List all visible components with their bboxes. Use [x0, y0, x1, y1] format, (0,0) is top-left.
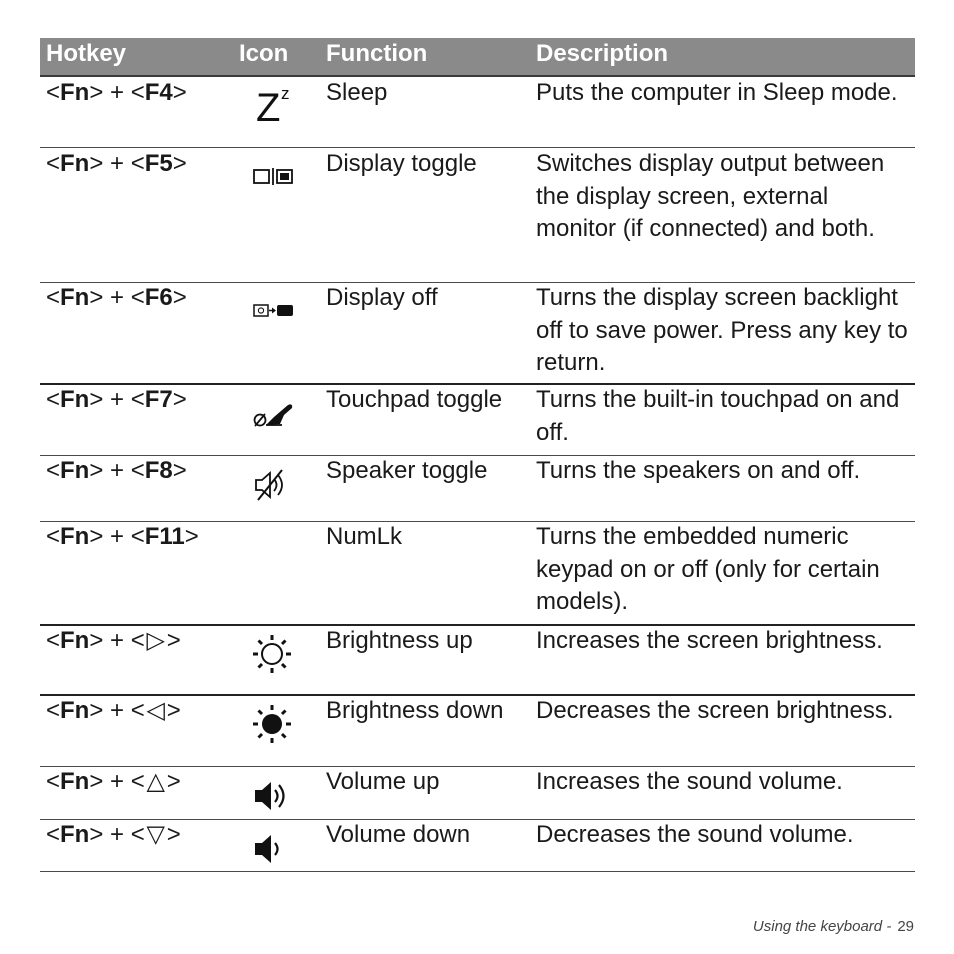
description-cell: Switches display output between the display screen, external monitor (if connected) and both. [536, 150, 885, 242]
function-cell: Brightness up [326, 627, 473, 654]
touchpad-toggle-icon [252, 391, 298, 437]
display-toggle-icon [252, 156, 298, 202]
function-cell: Volume down [326, 821, 471, 848]
description-cell: Decreases the sound volume. [536, 821, 854, 848]
function-cell: Volume up [326, 768, 440, 795]
header-icon: Icon [239, 40, 289, 67]
function-cell: Sleep [326, 79, 388, 106]
table-row [40, 385, 915, 456]
page-number: 29 [897, 918, 914, 935]
table-row [40, 283, 915, 385]
description-cell: Decreases the screen brightness. [536, 697, 894, 724]
table-row [40, 696, 915, 767]
display-off-icon [252, 287, 298, 333]
description-cell: Turns the built-in touchpad on and off. [536, 386, 900, 446]
table-row [40, 456, 915, 522]
svg-text:Z: Z [256, 86, 281, 130]
table-row [40, 148, 915, 283]
volume-up-icon [252, 773, 298, 819]
table-header [40, 38, 915, 77]
function-cell: Touchpad toggle [326, 386, 503, 413]
brightness-up-icon [252, 632, 298, 678]
hotkey-cell: <Fn> + <▽> [46, 821, 181, 848]
hotkey-cell: <Fn> + <△> [46, 768, 181, 795]
table-row [40, 767, 915, 820]
description-cell: Increases the screen brightness. [536, 627, 883, 654]
speaker-mute-icon [252, 462, 298, 508]
svg-text:z: z [281, 84, 290, 103]
hotkey-cell: <Fn> + <F11> [46, 523, 199, 550]
hotkey-cell: <Fn> + <F7> [46, 386, 187, 413]
footer-text: Using the keyboard - [752, 918, 892, 935]
table-row [40, 820, 915, 872]
hotkey-cell: <Fn> + <▷> [46, 627, 181, 654]
sleep-icon [252, 81, 298, 130]
table-row [40, 626, 915, 696]
hotkey-cell: <Fn> + <F4> [46, 79, 187, 106]
hotkey-cell: <Fn> + <◁> [46, 697, 181, 724]
hotkey-cell: <Fn> + <F6> [46, 284, 187, 311]
function-cell: Speaker toggle [326, 457, 488, 484]
function-cell: NumLk [326, 523, 403, 550]
hotkey-cell: <Fn> + <F5> [46, 150, 187, 177]
function-cell: Display off [326, 284, 438, 311]
table-row [40, 522, 915, 626]
description-cell: Puts the computer in Sleep mode. [536, 79, 898, 106]
volume-down-icon [252, 826, 298, 872]
function-cell: Brightness down [326, 697, 504, 724]
description-cell: Turns the embedded numeric keypad on or off (only for certain models). [536, 523, 880, 615]
header-function: Function [326, 40, 428, 67]
table-row [40, 77, 915, 148]
brightness-down-icon [252, 702, 298, 748]
header-hotkey: Hotkey [46, 40, 127, 67]
page-footer [753, 918, 914, 935]
description-cell: Increases the sound volume. [536, 768, 843, 795]
description-cell: Turns the display screen backlight off to save power. Press any key to return. [536, 284, 908, 376]
description-cell: Turns the speakers on and off. [536, 457, 861, 484]
function-cell: Display toggle [326, 150, 477, 177]
hotkey-cell: <Fn> + <F8> [46, 457, 187, 484]
header-description: Description [536, 40, 669, 67]
